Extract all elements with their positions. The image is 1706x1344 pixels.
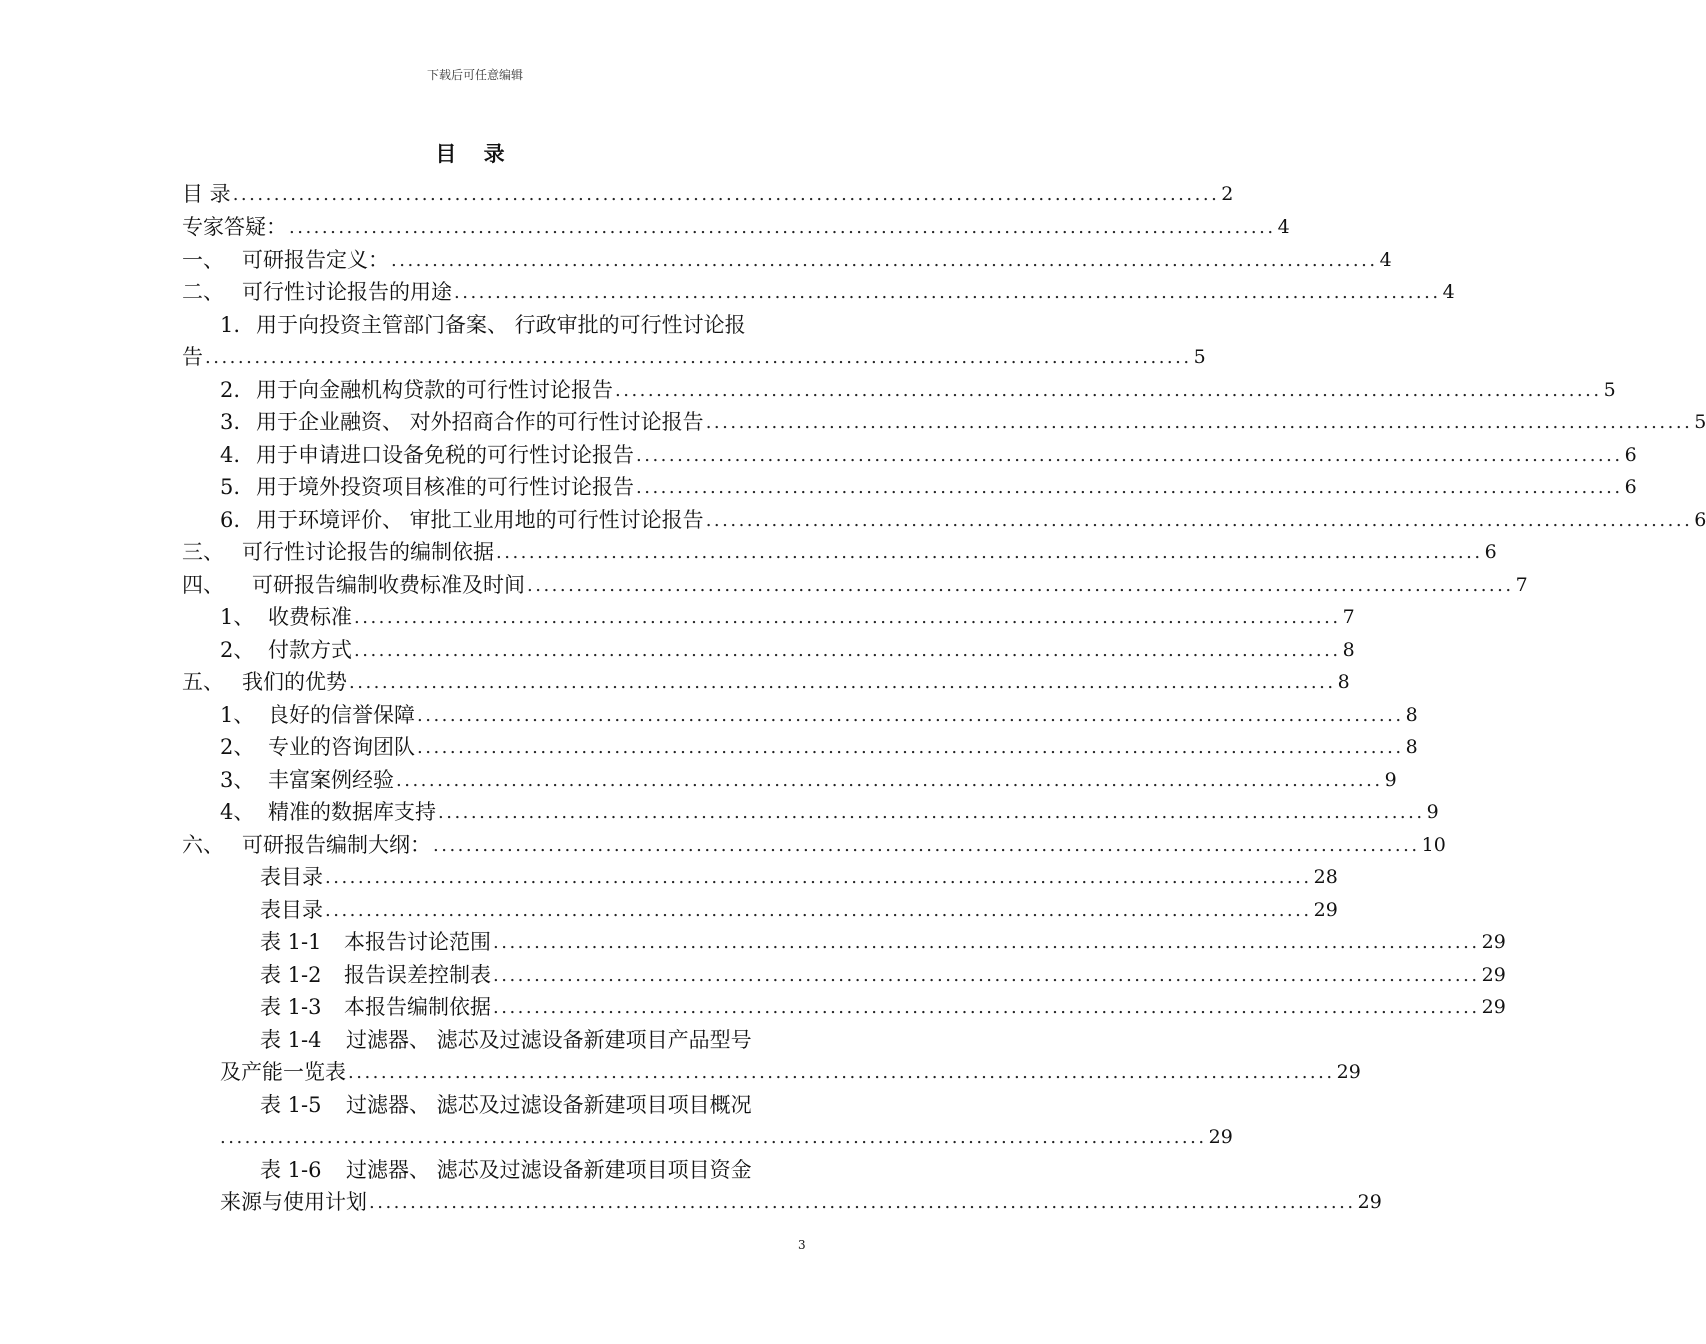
toc-entry-number: 6.	[220, 508, 241, 532]
toc-entry[interactable]	[182, 569, 1528, 601]
toc-entry-text: 目 录	[182, 182, 231, 206]
toc-entry-text: 过滤器、 滤芯及过滤设备新建项目产品型号	[346, 1028, 752, 1052]
leader-dots: ........................................................................................................................	[349, 672, 1336, 693]
toc-entry-number: 四、	[182, 573, 224, 597]
toc-entry-page: 29	[1481, 964, 1506, 986]
toc-entry-text: 过滤器、 滤芯及过滤设备新建项目项目资金	[346, 1158, 752, 1182]
leader-dots: ........................................................................................................................	[454, 282, 1441, 303]
toc-entry-page: 6	[1624, 444, 1637, 466]
toc-entry-page: 8	[1342, 639, 1355, 661]
toc-entry[interactable]	[182, 341, 1206, 373]
toc-entry-page: 29	[1357, 1191, 1382, 1213]
leader-dots: ........................................................................................................................	[391, 250, 1378, 271]
toc-entry-number: 表 1-5	[260, 1093, 322, 1117]
toc-entry-text: 表目录	[260, 865, 323, 889]
toc-entry-number: 表 1-2	[260, 963, 322, 987]
toc-entry-number: 六、	[182, 833, 224, 857]
toc-entry-page: 4	[1277, 216, 1290, 238]
toc-entry-number: 表 1-3	[260, 995, 322, 1019]
toc-entry-continuation: 及产能一览表	[220, 1060, 346, 1084]
toc-entry-page: 29	[1313, 899, 1338, 921]
toc-entry[interactable]	[260, 991, 1506, 1023]
page-title: 目 录	[435, 141, 515, 166]
toc-entry-text: 良好的信誉保障	[268, 703, 415, 727]
toc-entry-number: 2、	[220, 735, 255, 759]
toc-entry[interactable]	[182, 536, 1497, 568]
leader-dots: ........................................................................................................................	[493, 965, 1480, 986]
leader-dots: ........................................................................................................................	[232, 184, 1220, 205]
toc-entry-text: 我们的优势	[242, 670, 347, 694]
toc-entry-page: 29	[1481, 996, 1506, 1018]
toc-entry-first-line[interactable]	[260, 1154, 752, 1186]
toc-entry-text: 可研报告编制大纲：	[242, 833, 431, 857]
toc-entry-page: 2	[1221, 183, 1234, 205]
toc-entry-number: 4.	[220, 443, 241, 467]
leader-dots: ........................................................................................................................	[705, 412, 1693, 433]
toc-entry-page: 9	[1426, 801, 1439, 823]
toc-entry[interactable]	[182, 211, 1290, 243]
toc-entry[interactable]	[220, 601, 1355, 633]
toc-entry-continuation: 来源与使用计划	[220, 1190, 367, 1214]
toc-entry-text: 过滤器、 滤芯及过滤设备新建项目项目概况	[346, 1093, 752, 1117]
leader-dots: ........................................................................................................................	[417, 705, 1404, 726]
toc-entry-number: 1、	[220, 703, 255, 727]
toc-entry-text: 用于申请进口设备免税的可行性讨论报告	[256, 443, 634, 467]
toc-entry-page: 6	[1694, 509, 1706, 531]
toc-entry-number: 一、	[182, 248, 224, 272]
toc-entry-text: 专家答疑：	[182, 215, 287, 239]
toc-entry-page: 7	[1342, 606, 1355, 628]
toc-entry-text: 用于向金融机构贷款的可行性讨论报告	[256, 378, 613, 402]
toc-entry[interactable]	[182, 178, 1234, 210]
toc-entry-page: 7	[1515, 574, 1528, 596]
toc-entry-text: 用于境外投资项目核准的可行性讨论报告	[256, 475, 634, 499]
toc-entry-page: 8	[1337, 671, 1350, 693]
toc-entry-number: 表 1-6	[260, 1158, 322, 1182]
toc-entry[interactable]	[260, 861, 1338, 893]
toc-entry-number: 3.	[220, 410, 241, 434]
toc-entry-text: 丰富案例经验	[268, 768, 394, 792]
toc-entry[interactable]	[220, 1056, 1361, 1088]
leader-dots: ........................................................................................................................	[636, 445, 1623, 466]
toc-entry-page: 5	[1603, 379, 1616, 401]
leader-dots: ........................................................................................................................	[325, 900, 1312, 921]
toc-entry-number: 三、	[182, 540, 224, 564]
leader-dots: ........................................................................................................................	[289, 217, 1276, 238]
header-note: 下载后可任意编辑	[426, 68, 523, 82]
toc-entry-page: 4	[1442, 281, 1455, 303]
leader-dots: ........................................................................................................................	[433, 835, 1420, 856]
leader-dots: ........................................................................................................................	[417, 737, 1404, 758]
toc-entry-number: 1.	[220, 313, 241, 337]
toc-entry-number: 表 1-1	[260, 930, 322, 954]
toc-entry-number: 二、	[182, 280, 224, 304]
leader-dots: ........................................................................................................................	[438, 802, 1425, 823]
toc-entry[interactable]	[220, 1186, 1382, 1218]
toc-entry-page: 5	[1694, 411, 1706, 433]
toc-entry[interactable]	[260, 959, 1506, 991]
toc-entry-number: 2、	[220, 638, 255, 662]
toc-entry-page: 6	[1624, 476, 1637, 498]
toc-entry[interactable]	[182, 666, 1350, 698]
toc-entry-text: 报告误差控制表	[344, 963, 491, 987]
toc-entry-number: 3、	[220, 768, 255, 792]
leader-dots: ........................................................................................................................	[205, 347, 1192, 368]
leader-dots: ........................................................................................................................	[369, 1192, 1356, 1213]
toc-entry[interactable]	[182, 276, 1455, 308]
toc-entry-text: 可研报告编制收费标准及时间	[252, 573, 525, 597]
leader-dots: ........................................................................................................................	[636, 477, 1623, 498]
page-number: 3	[798, 1238, 806, 1252]
toc-entry[interactable]	[260, 894, 1338, 926]
toc-entry[interactable]	[220, 699, 1418, 731]
toc-entry-text: 用于向投资主管部门备案、 行政审批的可行性讨论报	[256, 313, 746, 337]
toc-entry-page: 8	[1405, 736, 1418, 758]
toc-entry-text: 收费标准	[268, 605, 352, 629]
toc-entry-text: 本报告编制依据	[344, 995, 491, 1019]
toc-entry-page: 8	[1405, 704, 1418, 726]
toc-entry[interactable]	[182, 829, 1446, 861]
toc-entry-text: 本报告讨论范围	[344, 930, 491, 954]
toc-entry-text: 用于环境评价、 审批工业用地的可行性讨论报告	[256, 508, 704, 532]
leader-dots: ........................................................................................................................	[493, 932, 1480, 953]
toc-entry-page: 28	[1313, 866, 1338, 888]
toc-entry-page: 6	[1484, 541, 1497, 563]
leader-dots: ........................................................................................................................	[220, 1127, 1207, 1148]
toc-entry-page: 9	[1384, 769, 1397, 791]
leader-dots: ........................................................................................................................	[527, 575, 1514, 596]
toc-entry[interactable]	[220, 374, 1616, 406]
toc-entry-number: 五、	[182, 670, 224, 694]
toc-entry-text: 可行性讨论报告的编制依据	[242, 540, 494, 564]
leader-dots: ........................................................................................................................	[396, 770, 1383, 791]
toc-entry-first-line[interactable]	[220, 309, 746, 341]
toc-entry-first-line[interactable]	[260, 1089, 752, 1121]
toc-entry-text: 表目录	[260, 898, 323, 922]
toc-entry[interactable]	[220, 439, 1637, 471]
toc-entry-page: 5	[1193, 346, 1206, 368]
toc-entry-first-line[interactable]	[260, 1024, 752, 1056]
toc-entry[interactable]	[182, 244, 1392, 276]
toc-entry[interactable]	[260, 926, 1506, 958]
toc-entry[interactable]	[220, 764, 1397, 796]
toc-entry-text: 用于企业融资、 对外招商合作的可行性讨论报告	[256, 410, 704, 434]
toc-entry-page: 29	[1336, 1061, 1361, 1083]
leader-dots: ........................................................................................................................	[615, 380, 1602, 401]
toc-entry[interactable]	[220, 471, 1637, 503]
toc-entry[interactable]	[220, 504, 1706, 536]
toc-entry-page: 29	[1208, 1126, 1233, 1148]
toc-entry-number: 4、	[220, 800, 255, 824]
leader-dots: ........................................................................................................................	[705, 510, 1693, 531]
toc-entry-page: 10	[1421, 834, 1446, 856]
toc-entry-continuation: 告	[182, 345, 203, 369]
leader-dots: ........................................................................................................................	[496, 542, 1483, 563]
toc-entry-number: 2.	[220, 378, 241, 402]
toc-entry-number: 1、	[220, 605, 255, 629]
leader-dots: ........................................................................................................................	[325, 867, 1312, 888]
toc-entry-text: 可行性讨论报告的用途	[242, 280, 452, 304]
toc-entry[interactable]	[220, 731, 1418, 763]
toc-entry-text: 专业的咨询团队	[268, 735, 415, 759]
leader-dots: ........................................................................................................................	[354, 640, 1341, 661]
toc-entry[interactable]	[220, 796, 1439, 828]
toc-entry-text: 可研报告定义：	[242, 248, 389, 272]
toc-entry-number: 表 1-4	[260, 1028, 322, 1052]
toc-entry-number: 5.	[220, 475, 241, 499]
toc-entry[interactable]	[220, 406, 1706, 438]
toc-entry-text: 付款方式	[268, 638, 352, 662]
toc-entry-text: 精准的数据库支持	[268, 800, 436, 824]
leader-dots: ........................................................................................................................	[354, 607, 1341, 628]
toc-entry[interactable]	[220, 634, 1355, 666]
toc-entry-page: 4	[1379, 249, 1392, 271]
toc-entry-page: 29	[1481, 931, 1506, 953]
leader-dots: ........................................................................................................................	[348, 1062, 1335, 1083]
toc-entry[interactable]	[220, 1121, 1233, 1153]
leader-dots: ........................................................................................................................	[493, 997, 1480, 1018]
